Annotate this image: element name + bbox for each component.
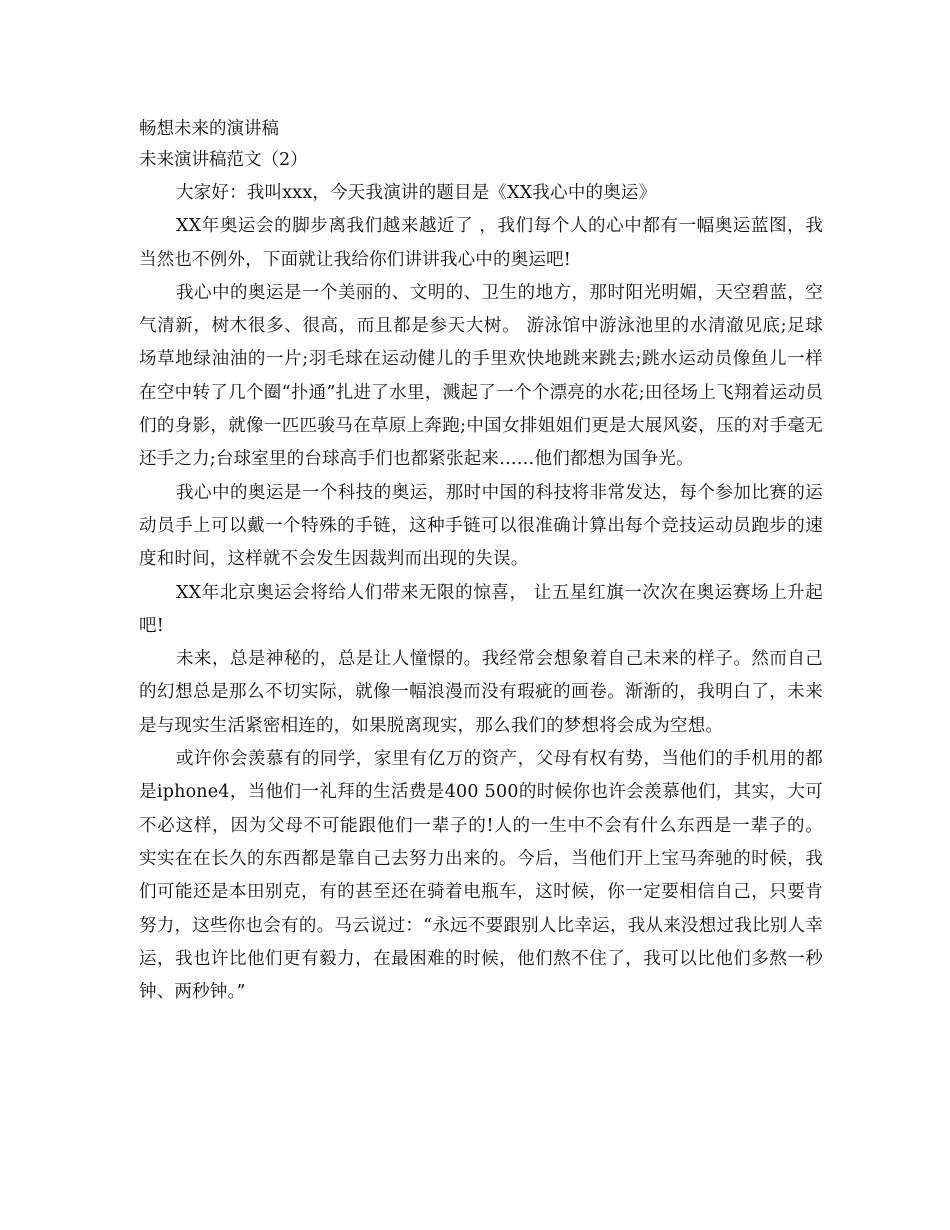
document-body: [139, 114, 823, 1009]
paragraph-olympic-blueprint: XX年奥运会的脚步离我们越来越近了 ，我们每个人的心中都有一幅奥运蓝图，我当然也不例外，下面就让我给你们讲讲我心中的奥运吧!: [139, 216, 823, 270]
paragraph-greeting: 大家好：我叫xxx，今天我演讲的题目是《XX我心中的奥运》: [176, 183, 657, 203]
document-title: 畅想未来的演讲稿: [139, 119, 279, 139]
paragraph-future-mystery: 未来，总是神秘的，总是让人憧憬的。我经常会想象着自己未来的样子。然而自己的幻想总是那么不切实际，就像一幅浪漫而没有瑕疵的画卷。渐渐的，我明白了，未来是与现实生活紧密相连的，如果脱离现实，那么我们的梦想将会成为空想。: [139, 649, 823, 736]
paragraph-tech-olympics: 我心中的奥运是一个科技的奥运，那时中国的科技将非常发达，每个参加比赛的运动员手上可以戴一个特殊的手链，这种手链可以很准确计算出每个竞技运动员跑步的速度和时间，这样就不会发生因裁判而出现的失误。: [139, 482, 823, 570]
paragraph-hard-work: 或许你会羡慕有的同学，家里有亿万的资产，父母有权有势，当他们的手机用的都是iphone4，当他们一礼拜的生活费是400 500的时候你也许会羡慕他们，其实，大可不必这样，因为父母不可能跟他们一辈子的!人的一生中不会有什么东西是一辈子的。 实实在在长久的东西都是靠自己去努力出来的。今后，当他们开上宝马奔驰的时候，我们可能还是本田别克，有的甚至还在骑着电瓶车，这时候，你一定要相信自己，只要肯努力，这些你也会有的。马云说过：“永远不要跟别人比幸运，我从来没想过我比别人幸运，我也许比他们更有毅力，在最困难的时候，他们熬不住了，我可以比他们多熬一秒钟、两秒钟。”: [139, 749, 823, 1003]
paragraph-beautiful-olympics: 我心中的奥运是一个美丽的、文明的、卫生的地方，那时阳光明媚，天空碧蓝，空气清新，树木很多、很高，而且都是参天大树。 游泳馆中游泳池里的水清澈见底;足球场草地绿油油的一片;羽毛球在运动健儿的手里欢快地跳来跳去;跳水运动员像鱼儿一样在空中转了几个圈“扑通”扎进了水里，溅起了一个个漂亮的水花;田径场上飞翔着运动员们的身影，就像一匹匹骏马在草原上奔跑;中国女排姐姐们更是大展风姿，压的对手毫无还手之力;台球室里的台球高手们也都紧张起来……他们都想为国争光。: [139, 282, 823, 470]
document-subtitle: 未来演讲稿范文（2）: [139, 150, 308, 170]
paragraph-beijing-olympics: XX年北京奥运会将给人们带来无限的惊喜， 让五星红旗一次次在奥运赛场上升起吧!: [139, 582, 823, 636]
